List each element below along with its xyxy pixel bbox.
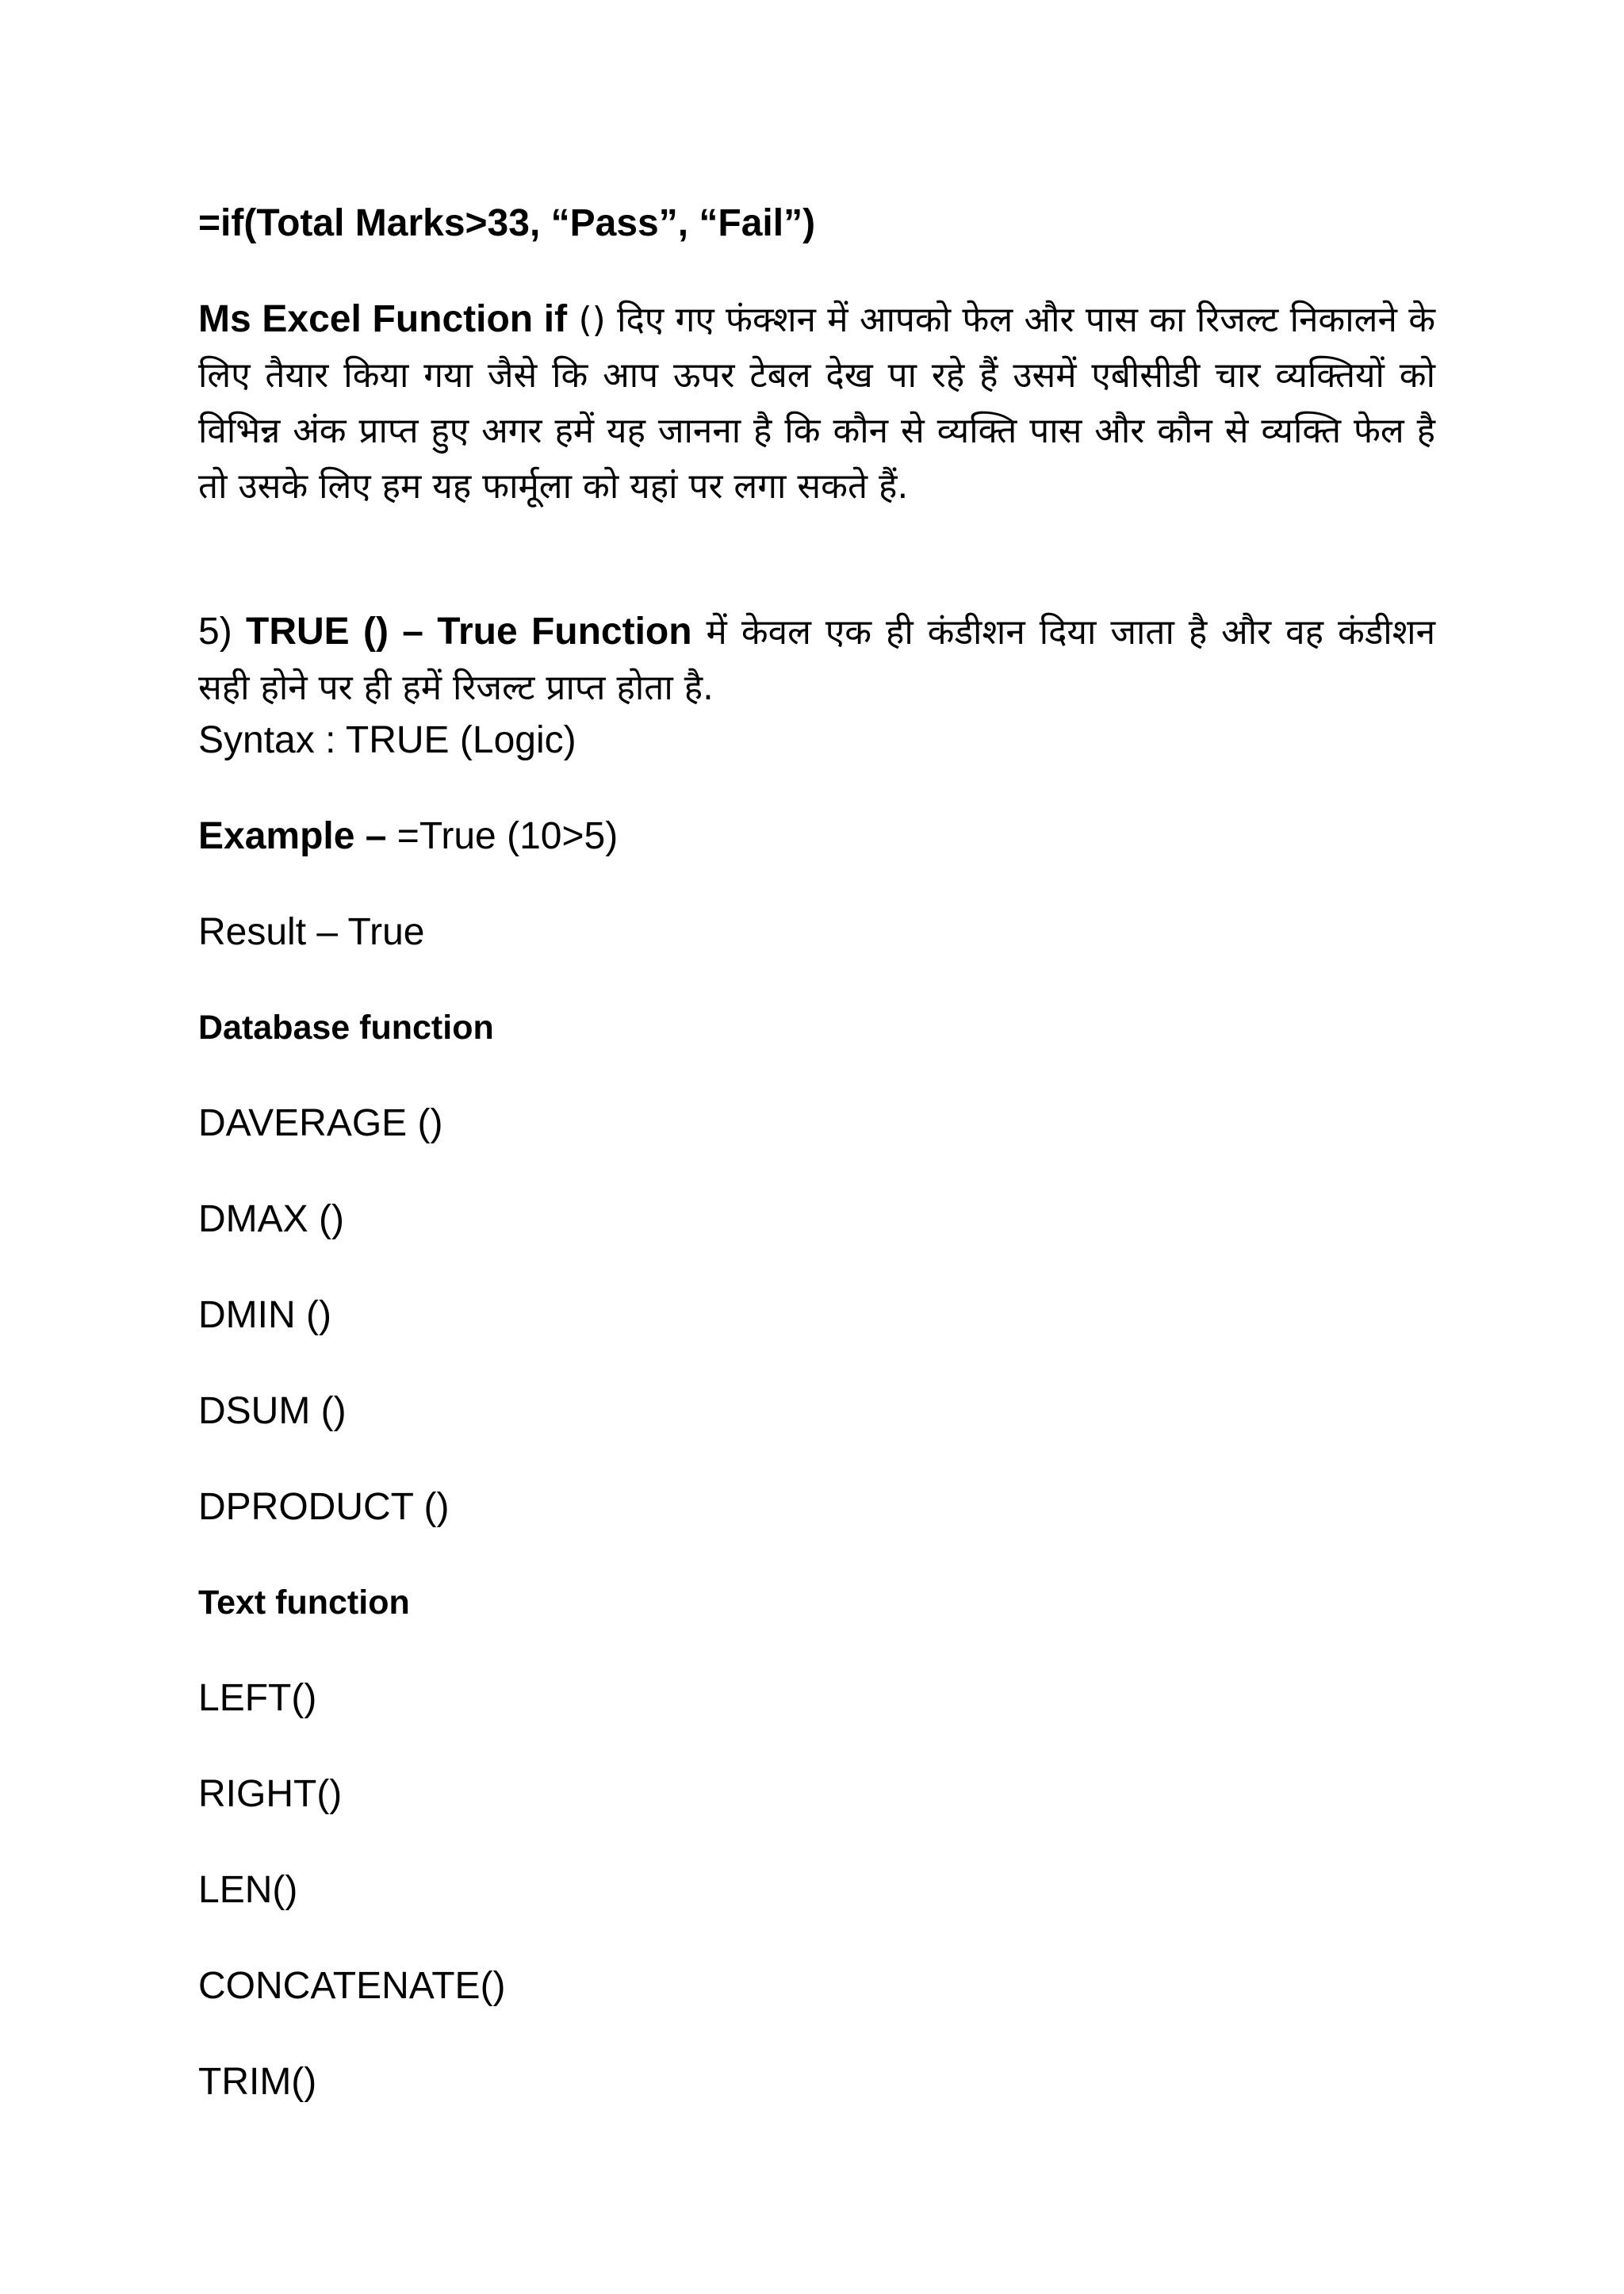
true-paragraph <box>198 604 1435 715</box>
result-line: Result – True <box>198 911 425 953</box>
database-function-item: DPRODUCT () <box>198 1486 450 1528</box>
true-paragraph-number: 5) <box>198 611 246 653</box>
if-paragraph <box>198 292 1435 514</box>
database-function-item: DAVERAGE () <box>198 1102 443 1144</box>
true-paragraph-text: में केवल एक ही कंडीशन दिया जाता है और वह कंडीशन सही होने पर ही हमें रिजल्ट प्राप्त होता है. <box>198 612 1436 708</box>
database-function-item: DMIN () <box>198 1294 331 1336</box>
if-paragraph-text: () दिए गए फंक्शन में आपको फेल और पास का रिजल्ट निकालने के लिए तैयार किया गया जैसे कि आप ऊपर टेबल देख पा रहे हैं उसमें एबीसीडी चार व्यक्तियों को विभिन्न अंक प्राप्त हुए अगर हमें यह जानना है कि कौन से व्यक्ति पास और कौन से व्यक्ति फेल है तो उसके लिए हम यह फार्मूला को यहां पर लगा सकते हैं. <box>198 300 1436 507</box>
if-paragraph-lead: Ms Excel Function if <box>198 298 568 340</box>
example-label: Example – <box>198 815 387 857</box>
text-heading: Text function <box>198 1584 410 1622</box>
text-function-item: RIGHT() <box>198 1773 343 1815</box>
text-function-item: LEN() <box>198 1869 298 1911</box>
text-function-item: TRIM() <box>198 2061 317 2103</box>
syntax-line: Syntax : TRUE (Logic) <box>198 719 576 761</box>
text-function-item: CONCATENATE() <box>198 1965 506 2007</box>
true-paragraph-lead: TRUE () – True Function <box>246 611 692 653</box>
text-function-item: LEFT() <box>198 1677 317 1719</box>
formula-line: =if(Total Marks>33, “Pass”, “Fail”) <box>198 202 816 244</box>
database-function-item: DMAX () <box>198 1198 344 1240</box>
example-value: =True (10>5) <box>386 815 619 857</box>
database-heading: Database function <box>198 1009 494 1047</box>
database-function-item: DSUM () <box>198 1390 347 1432</box>
example-line <box>198 814 618 859</box>
